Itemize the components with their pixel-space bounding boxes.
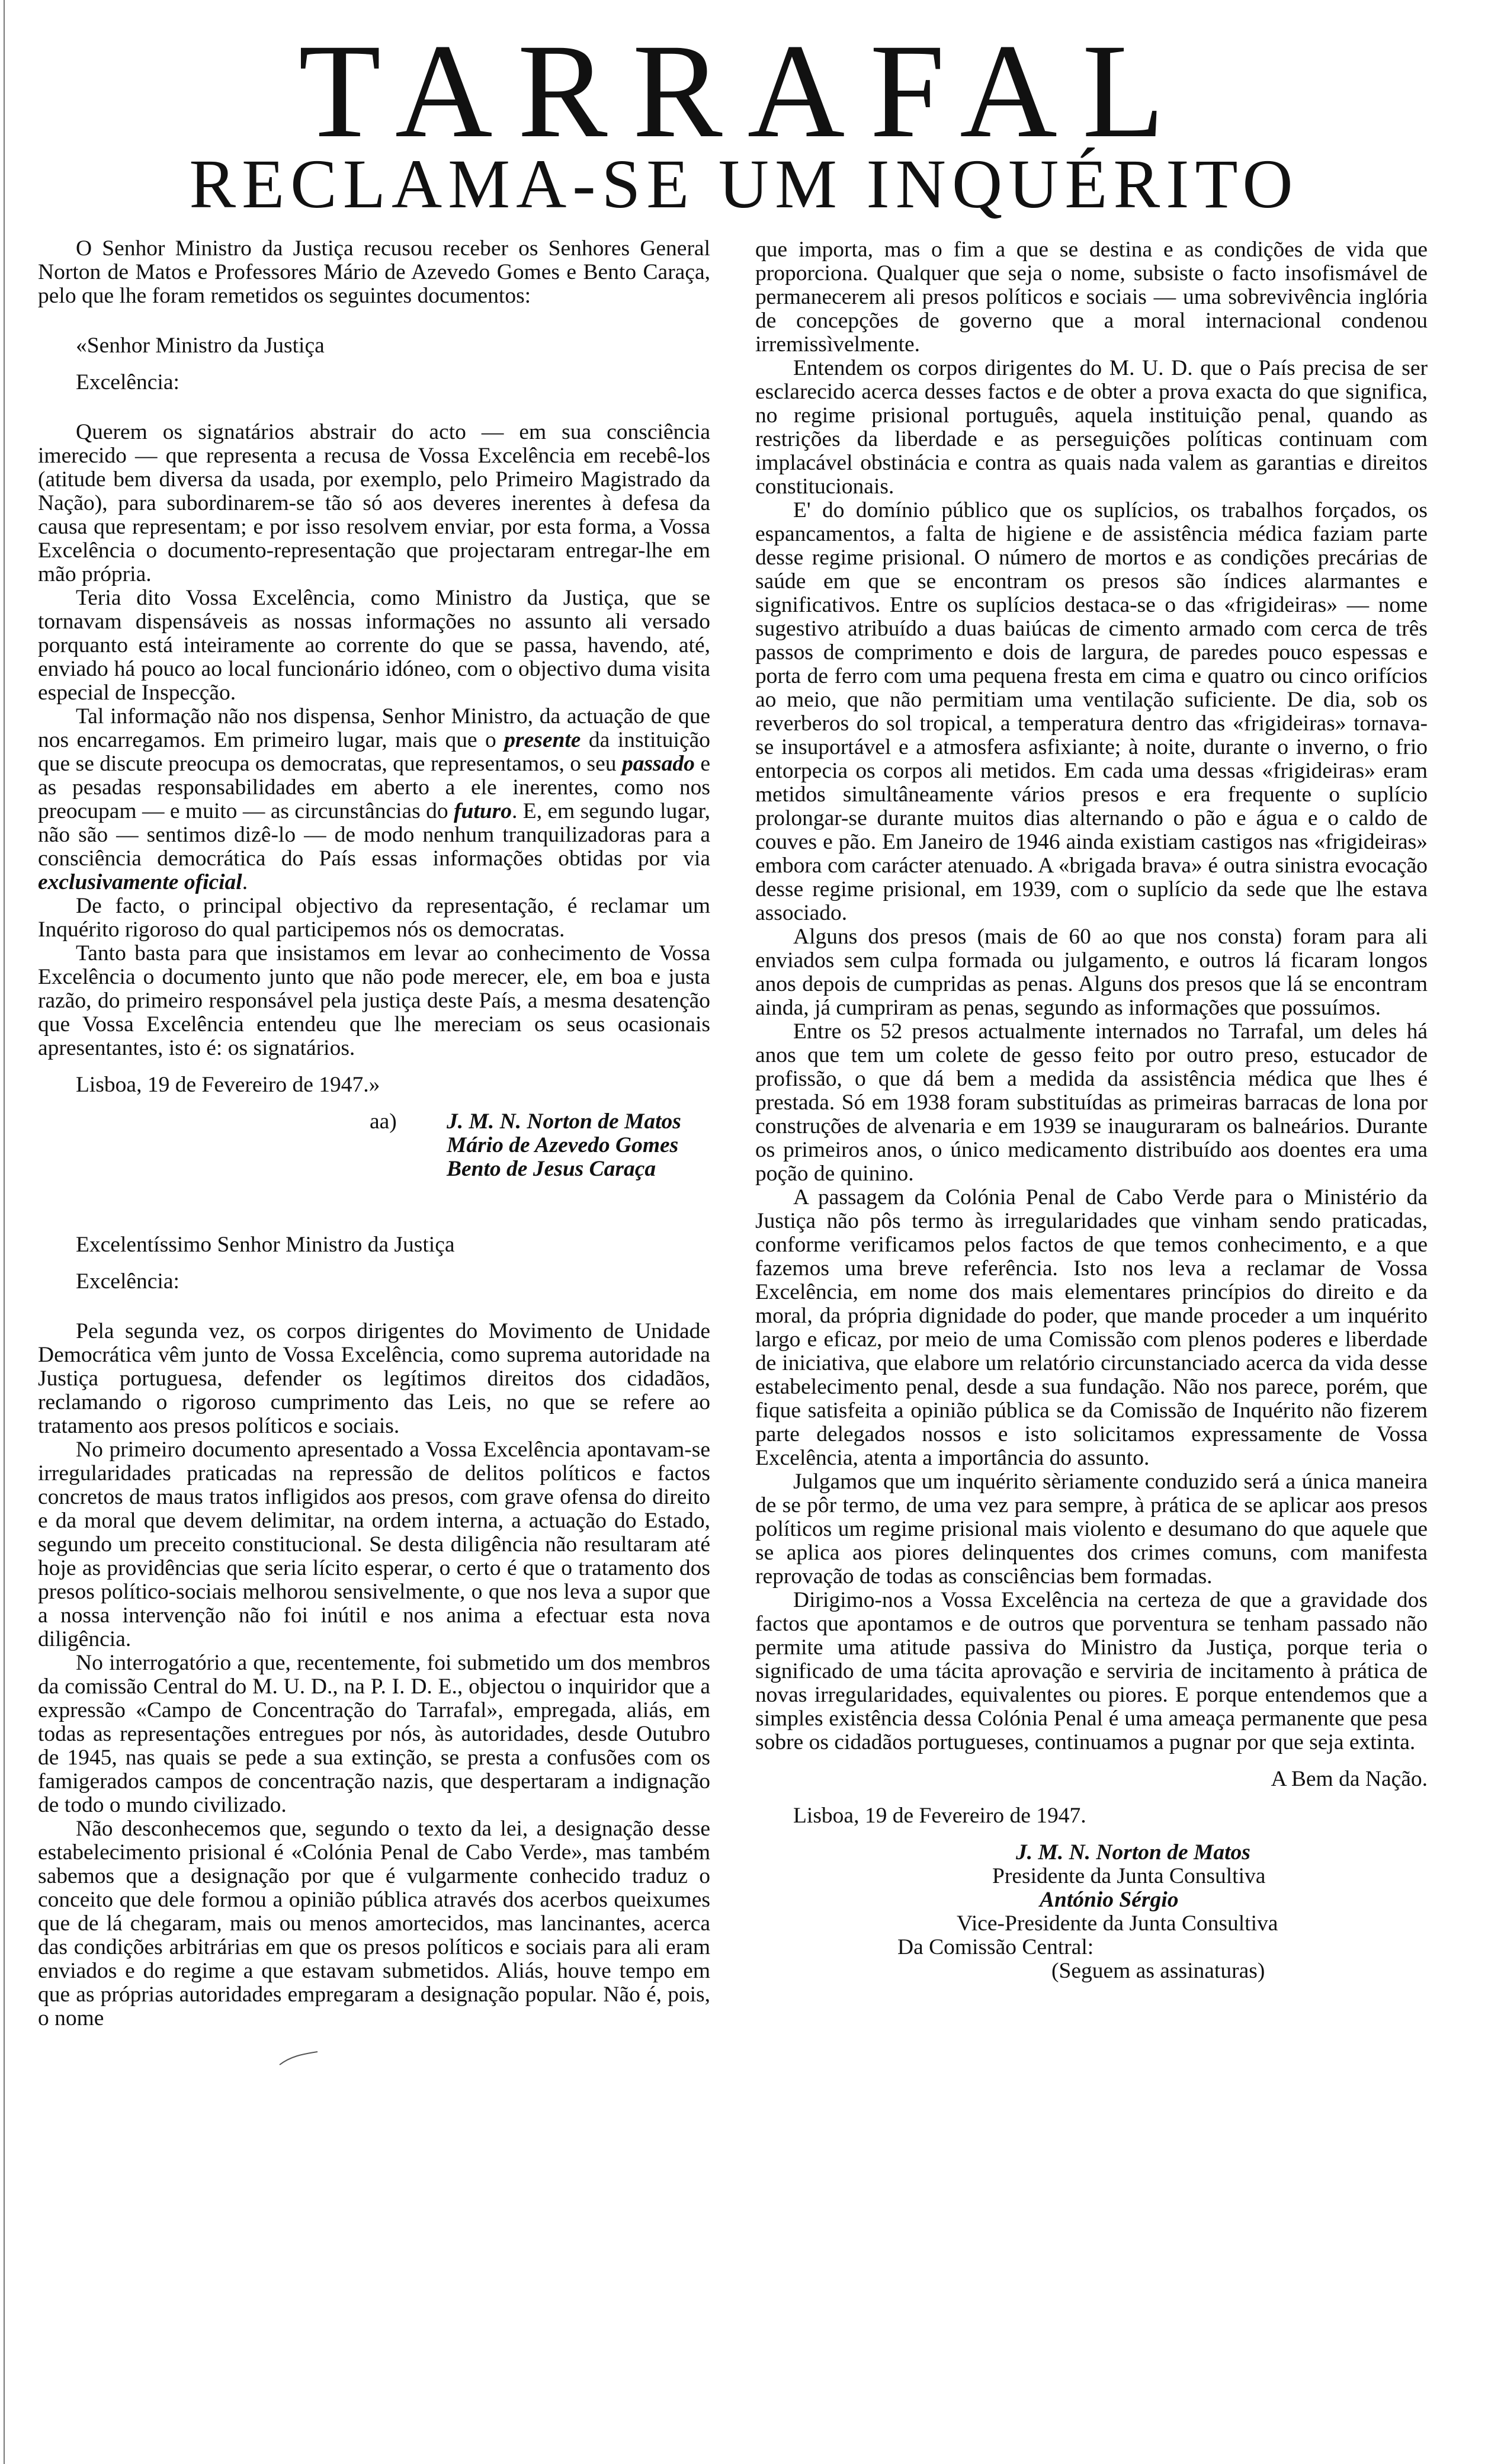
pen-stroke-mark <box>278 2049 320 2067</box>
letter2-paragraph: Alguns dos presos (mais de 60 ao que nos consta) foram para ali enviados sem culpa formada ou julgamento, e outros lá ficaram longos anos depois de cumpridas as penas. Alguns dos presos que lá se encontram ainda, já cumpriram as penas, segundo as informações que possuímos. <box>755 925 1428 1020</box>
letter1-paragraph: Tal informação não nos dispensa, Senhor Ministro, da actuação de que nos encarregamos. Em primeiro lugar, mais que o presente da instituição que se discute preocupa os democratas, que representamos, o seu passado e as pesadas responsabilidades em aberto a ele inerentes, como nos preocupam — e muito — as circunstâncias do futuro. E, em segundo lugar, não são — sentimos dizê-lo — de modo nenhum tranquilizadoras para a consciência democrática do País essas informações obtidas por via exclusivamente oficial. <box>38 704 710 894</box>
page-title: TARRAFAL <box>298 17 1190 166</box>
signature-prefix: aa) <box>370 1109 397 1134</box>
letter2-paragraph: que importa, mas o fim a que se destina e as condições de vida que proporciona. Qualquer que seja o nome, subsiste o facto insofismável de permanecerem ali presos políticos e sociais — uma sobrevivência inglória de concepções de governo que a moral internacional condenou irremissìvelmente. <box>755 238 1428 357</box>
signature-name: J. M. N. Norton de Matos <box>447 1109 681 1134</box>
letter1-paragraph: Teria dito Vossa Excelência, como Ministro da Justiça, que se tornavam dispensáveis as nossas informações no assunto ali versado porquanto está inteiramente ao corrente do que se passa, havendo, até, enviado há pouco ao local funcionário idóneo, com o objectivo duma visita especial de Inspecção. <box>38 586 710 705</box>
letter2-paragraph: Julgamos que um inquérito sèriamente conduzido será a única maneira de se pôr termo, de uma vez para sempre, à prática de se aplicar aos presos políticos um regime prisional mais violento e desumano do que aquele que se aplica aos piores delinquentes dos crimes comuns, com manifesta reprovação de todas as consciências bem formadas. <box>755 1470 1428 1589</box>
commission-label: Da Comissão Central: <box>897 1935 1094 1959</box>
signatures-note: (Seguem as assinaturas) <box>1051 1959 1265 1983</box>
right-column <box>755 238 1428 1983</box>
letter1-date: Lisboa, 19 de Fevereiro de 1947.» <box>76 1073 380 1097</box>
page-subtitle: RECLAMA-SE UM INQUÉRITO <box>189 145 1299 223</box>
letter2-paragraph: Não desconhecemos que, segundo o texto da lei, a designação desse estabelecimento prisional é «Colónia Penal de Cabo Verde», mas também sabemos que a designação por que é vulgarmente conhecido traduz o conceito que dele formou a opinião pública através dos acerbos queixumes que de lá chegaram, mais ou menos amortecidos, mas lancinantes, acerca das condições arbitrárias em que os presos políticos e sociais para ali eram enviados e do regime a que estavam submetidos. Aliás, houve tempo em que as próprias autoridades empregaram a designação popular. Não é, pois, o nome <box>38 1817 710 2030</box>
letter2-date: Lisboa, 19 de Fevereiro de 1947. <box>793 1804 1086 1828</box>
emphasis-presente: presente <box>504 728 581 752</box>
letter2-paragraph: A passagem da Colónia Penal de Cabo Verde para o Ministério da Justiça não pôs termo às irregularidades que vinham sendo praticadas, conforme verificamos pelos factos de que temos conhecimento, e a que fazemos uma breve referência. Isto nos leva a reclamar de Vossa Excelência, em nome dos mais elementares princípios do direito e da moral, da própria dignidade do poder, que mande proceder a um inquérito largo e eficaz, por meio de uma Comissão com plenos poderes e liberdade de iniciativa, que elabore um relatório circunstanciado acerca da vida desse estabelecimento penal, desde a sua fundação. Não nos parece, porém, que fique satisfeita a opinião pública se da Comissão de Inquérito não fizerem parte delegados nossos e isto solicitamos expressamente de Vossa Excelência, atenta a importância do assunto. <box>755 1185 1428 1470</box>
emphasis-exclusivamente: exclusivamente oficial <box>38 870 242 894</box>
letter1-paragraph: Querem os signatários abstrair do acto — em sua consciência imerecido — que representa a recusa de Vossa Excelência em recebê-los (atitude bem diversa da usada, por exemplo, pelo Primeiro Magistrado da Nação), para subordinarem-se tão só aos deveres inerentes à defesa da causa que representam; e por isso resolvem enviar, por esta forma, a Vossa Excelência o documento-representação que projectaram entregar-lhe em mão própria. <box>38 420 710 586</box>
signature-name: Mário de Azevedo Gomes <box>447 1133 679 1157</box>
letter1-signatures <box>370 1110 710 1181</box>
signature-name: António Sérgio <box>1040 1888 1179 1912</box>
letter2-paragraph: No interrogatório a que, recentemente, foi submetido um dos membros da comissão Central do M. U. D., na P. I. D. E., objectou o inquiridor que a expressão «Campo de Concentração do Tarrafal», empregada, aliás, em todas as representações entregues por nós, às autoridades, desde Outubro de 1945, nas quais se pede a sua extinção, se presta a confusões com os famigerados campos de concentração nazis, que despertaram a indignação de todo o mundo civilizado. <box>38 1651 710 1817</box>
left-column <box>38 237 710 2030</box>
letter2-paragraph: Entendem os corpos dirigentes do M. U. D. que o País precisa de ser esclarecido acerca desses factos e de obter a prova exacta do que significa, no regime prisional português, aquela instituição penal, quando as restrições da liberdade e as perseguições políticas continuam com implacável obstinácia e contra as quais nada valem as garantias e direitos constitucionais. <box>755 356 1428 499</box>
letter1-address: «Senhor Ministro da Justiça <box>76 333 325 358</box>
letter2-paragraph: Pela segunda vez, os corpos dirigentes do Movimento de Unidade Democrática vêm junto de Vossa Excelência, como suprema autoridade na Justiça portuguesa, defender os legítimos direitos dos cidadãos, reclamando o rigoroso cumprimento das Leis, no que se refere ao tratamento aos presos políticos e sociais. <box>38 1319 710 1438</box>
page-edge-rule <box>4 0 5 2464</box>
letter2-paragraph: No primeiro documento apresentado a Vossa Excelência apontavam-se irregularidades praticadas na repressão de delitos políticos e factos concretos de maus tratos infligidos aos presos, com grave ofensa do direito e da moral que devem delimitar, na ordem interna, a actuação do Estado, segundo um preceito constitucional. Se desta diligência não resultaram até hoje as providências que seria lícito esperar, o certo é que o tratamento dos presos político-sociais melhorou sensivelmente, o que nos leva a supor que a nossa intervenção não foi inútil e nos anima a efectuar esta nova diligência. <box>38 1438 710 1651</box>
letter1-paragraph: De facto, o principal objectivo da representação, é reclamar um Inquérito rigoroso do qual participemos nós os democratas. <box>38 894 710 942</box>
signature-name: Bento de Jesus Caraça <box>447 1157 656 1181</box>
intro-paragraph: O Senhor Ministro da Justiça recusou receber os Senhores General Norton de Matos e Professores Mário de Azevedo Gomes e Bento Caraça, pelo que lhe foram remetidos os seguintes documentos: <box>38 236 710 308</box>
letter2-address: Excelentíssimo Senhor Ministro da Justiça <box>76 1233 455 1257</box>
emphasis-futuro: futuro <box>454 799 512 823</box>
signature-role: Vice-Presidente da Junta Consultiva <box>957 1911 1278 1936</box>
signature-role: Presidente da Junta Consultiva <box>992 1864 1266 1888</box>
closing-formula: A Bem da Nação. <box>1271 1767 1428 1791</box>
letter1-paragraph: Tanto basta para que insistamos em levar ao conhecimento de Vossa Excelência o documento junto que não pode merecer, ele, em boa e justa razão, do primeiro responsável pela justiça deste País, a mesma desatenção que Vossa Excelência entendeu que lhe mereciam os seus ocasionais apresentantes, isto é: os signatários. <box>38 941 710 1060</box>
letter2-paragraph: E' do domínio público que os suplícios, os trabalhos forçados, os espancamentos, a falta de higiene e de assistência médica faziam parte desse regime prisional. O número de mortos e as condições precárias de saúde em que se encontram os presos são índices alarmantes e significativos. Entre os suplícios destaca-se o das «frigideiras» — nome sugestivo atribuído a duas baiúcas de cimento armado com cerca de três passos de comprimento e dois de largura, de paredes pouco espessas e porta de ferro com uma pequena fresta em cima e quatro ou cinco orifícios ao meio, que não permitiam uma ventilação suficiente. De dia, sob os reverberos do sol tropical, a temperatura dentro das «frigideiras» tornava-se insuportável e a atmosfera asfixiante; à noite, durante o inverno, o frio entorpecia os corpos ali metidos. Em cada uma dessas «frigideiras» eram metidos simultâneamente vários presos e era frequente o suplício prolongar-se durante muitos dias alternando o pão e água e o caldo de couves e pão. Em Janeiro de 1946 ainda existiam castigos nas «frigideiras» embora com carácter atenuado. A «brigada brava» é outra sinistra evocação desse regime prisional, em 1939, com o suplício da sede que lhe estava associado. <box>755 498 1428 925</box>
letter2-signatures <box>755 1841 1428 1983</box>
signature-name: J. M. N. Norton de Matos <box>1016 1840 1250 1865</box>
letter1-salutation: Excelência: <box>76 370 179 394</box>
emphasis-passado: passado <box>621 752 695 776</box>
letter2-salutation: Excelência: <box>76 1269 179 1294</box>
letter2-paragraph: Entre os 52 presos actualmente internados no Tarrafal, um deles há anos que tem um colete de gesso feito por outro preso, estucador de profissão, o que dá bem a medida da assistência médica que lhes é prestada. Só em 1938 foram substituídas as primeiras barracas de lona por construções de alvenaria e em 1939 se inauguraram os balneários. Durante os primeiros anos, o único medicamento distribuído aos doentes era uma poção de quinino. <box>755 1019 1428 1186</box>
letter2-paragraph: Dirigimo-nos a Vossa Excelência na certeza de que a gravidade dos factos que apontamos e de outros que porventura se tenham passado não permite uma atitude passiva do Ministro da Justiça, porque teria o significado de uma tácita aprovação e serviria de incitamento à prática de novas irregularidades, equivalentes ou piores. E porque entendemos que a simples existência dessa Colónia Penal é uma ameaça permanente que pesa sobre os cidadãos portugueses, continuamos a pugnar por que seja extinta. <box>755 1588 1428 1754</box>
